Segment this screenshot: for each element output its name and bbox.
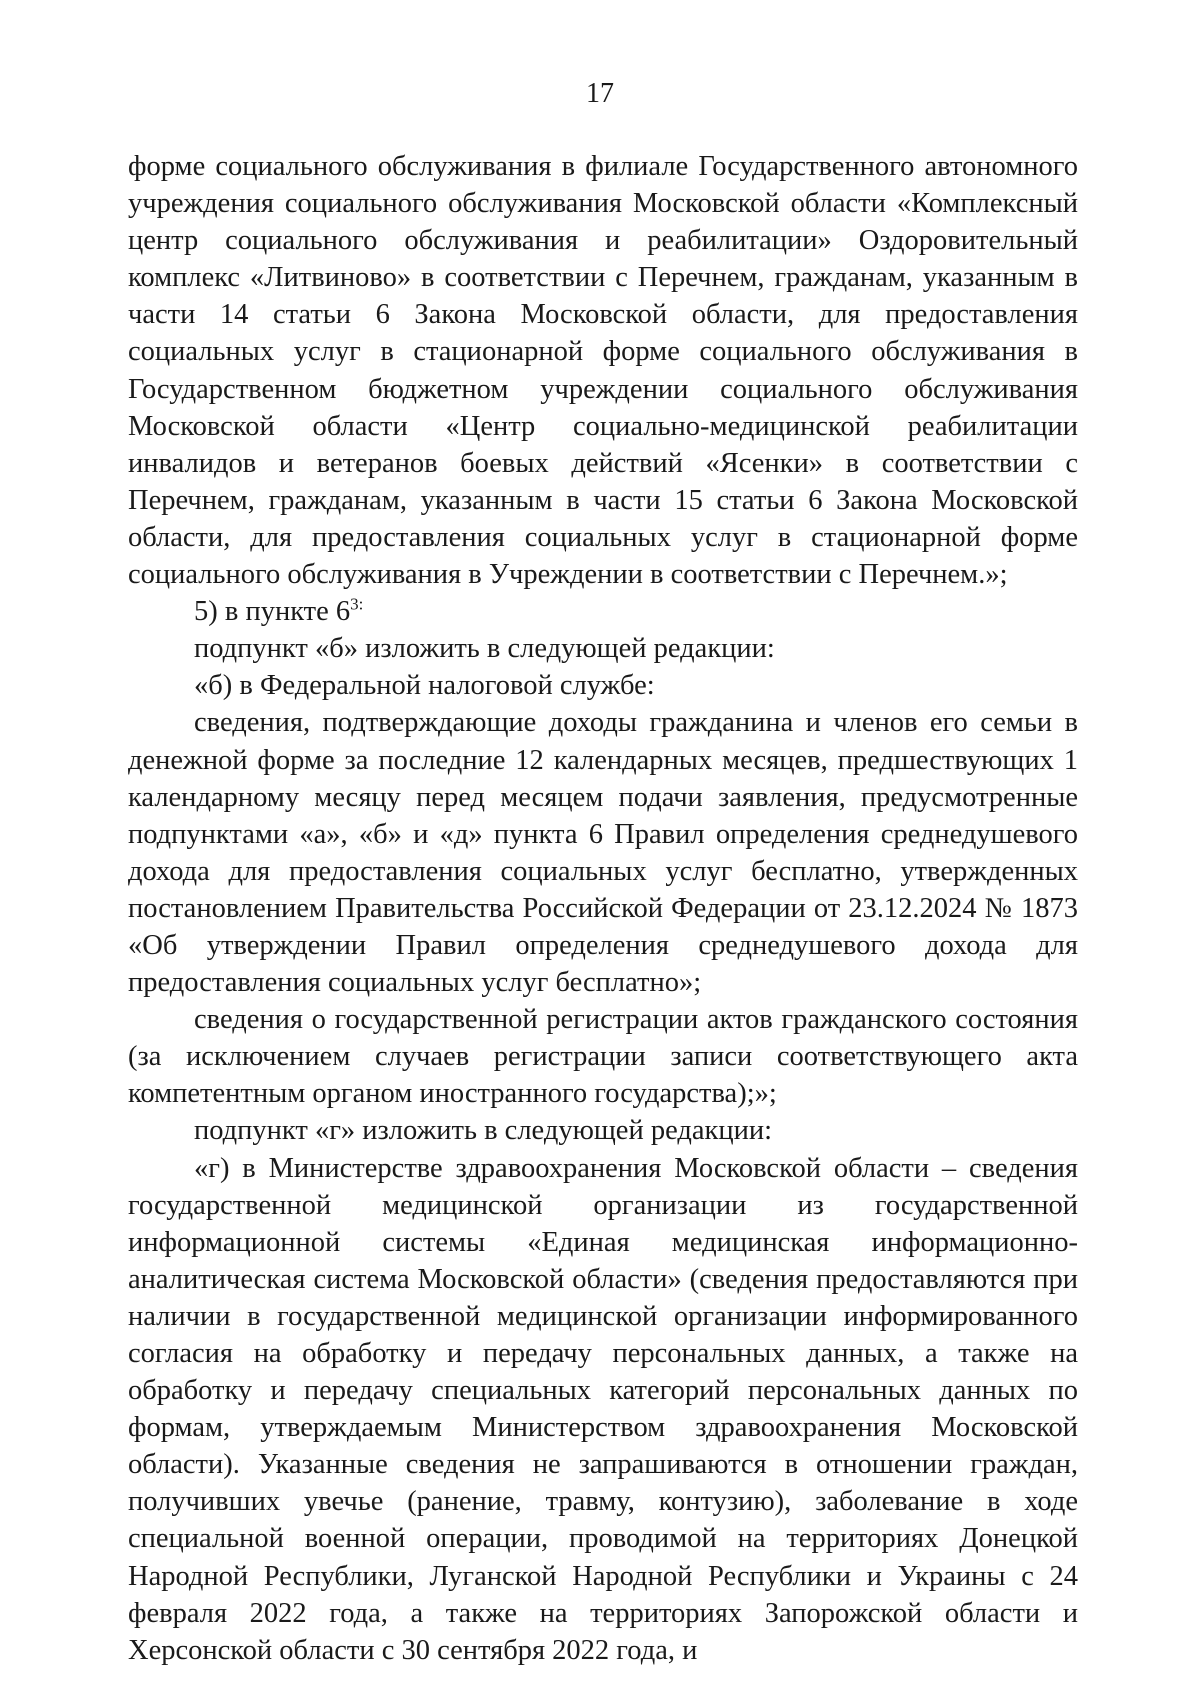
paragraph-continuation: форме социального обслуживания в филиале Государственного автономного учреждения социального обслуживания Московской области «Комплексный центр социального обслуживания и реабилитации» Оздоровительный комплекс «Литвиново» в соответствии с Перечнем, гражданам, указанным в части 14 статьи 6 Закона Московской области, для предоставления социальных услуг в стационарной форме социального обслуживания в Государственном бюджетном учреждении социального обслуживания Московской области «Центр социально-медицинской реабилитации инвалидов и ветеранов боевых действий «Ясенки» в соответствии с Перечнем, гражданам, указанным в части 15 статьи 6 Закона Московской области, для предоставления социальных услуг в стационарной форме социального обслуживания в Учреждении в соответствии с Перечнем.»; <box>128 151 1078 591</box>
paragraph-civil-registration: сведения о государственной регистрации актов гражданского состояния (за исключением случаев регистрации записи соответствующего акта компетентным органом иностранного государства);»; <box>128 1004 1078 1110</box>
page-number: 17 <box>586 78 614 109</box>
paragraph-subpoint-b-heading: подпункт «б» изложить в следующей редакции: <box>194 633 775 665</box>
paragraph-item-5 <box>128 593 1078 630</box>
document-body <box>128 148 1078 1669</box>
paragraph-subpoint-g-heading: подпункт «г» изложить в следующей редакции: <box>194 1115 773 1147</box>
item-5-superscript: 3: <box>350 594 364 614</box>
paragraph-ministry-of-health: «г) в Министерстве здравоохранения Московской области – сведения государственной медицинской организации из государственной информационной системы «Единая медицинская информационно-аналитическая система Московской области» (сведения предоставляются при наличии в государственной медицинской организации информированного согласия на обработку и передачу персональных данных, а также на обработку и передачу специальных категорий персональных данных по формам, утверждаемым Министерством здравоохранения Московской области). Указанные сведения не запрашиваются в отношении граждан, получивших увечье (ранение, травму, контузию), заболевание в ходе специальной военной операции, проводимой на территориях Донецкой Народной Республики, Луганской Народной Республики и Украины с 24 февраля 2022 года, а также на территориях Запорожской области и Херсонской области с 30 сентября 2022 года, и <box>128 1152 1078 1666</box>
paragraph-income-information: сведения, подтверждающие доходы гражданина и членов его семьи в денежной форме за последние 12 календарных месяцев, предшествующих 1 календарному месяцу перед месяцем подачи заявления, предусмотренные подпунктами «а», «б» и «д» пункта 6 Правил определения среднедушевого дохода для предоставления социальных услуг бесплатно, утвержденных постановлением Правительства Российской Федерации от 23.12.2024 № 1873 «Об утверждении Правил определения среднедушевого дохода для предоставления социальных услуг бесплатно»; <box>128 707 1078 999</box>
paragraph-federal-tax-service: «б) в Федеральной налоговой службе: <box>194 670 655 702</box>
item-5-text: 5) в пункте 6 <box>194 596 351 628</box>
